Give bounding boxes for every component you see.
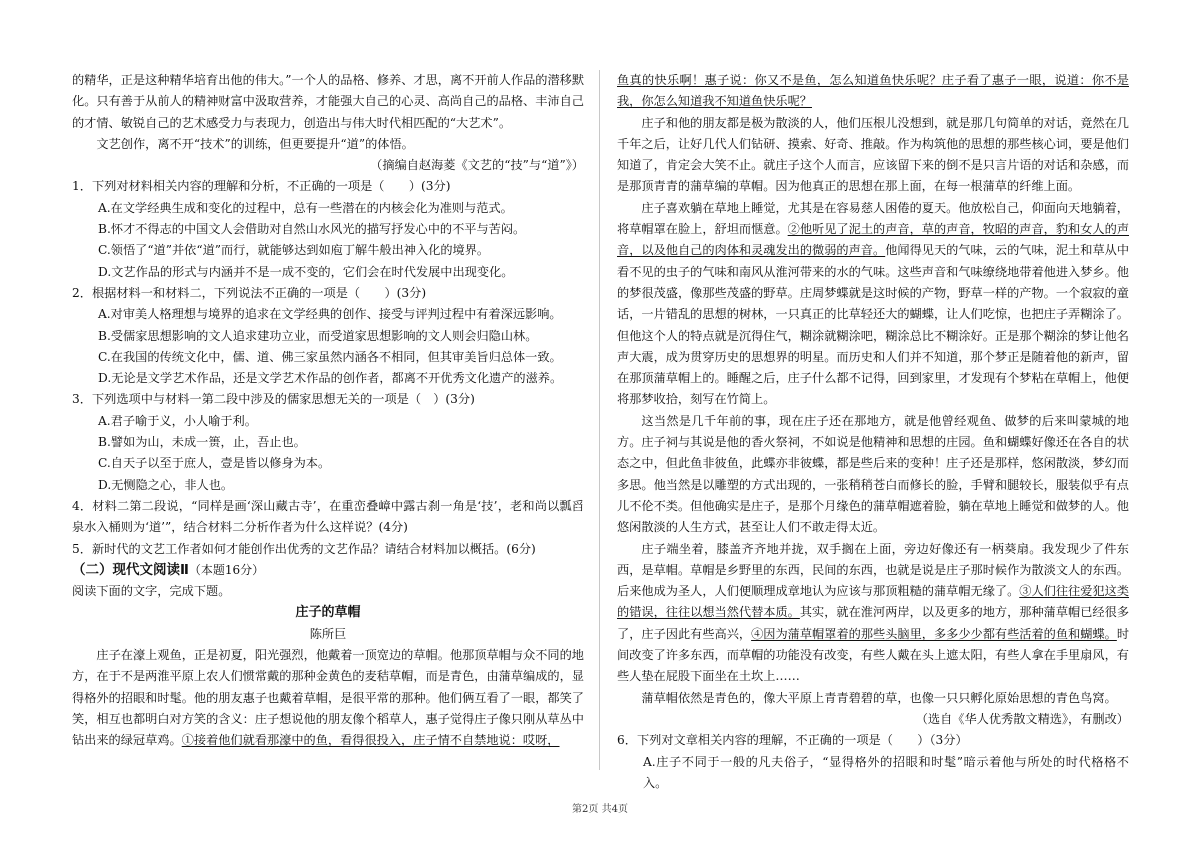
- right-column: [617, 70, 1129, 794]
- underlined-sentence: ①接着他们就看那濠中的鱼，看得很投入，庄子情不自禁地说：哎呀，: [181, 733, 560, 748]
- left-column: [72, 70, 584, 752]
- option: D.无恻隐之心，非人也。: [98, 477, 234, 492]
- paragraph: [617, 198, 1129, 411]
- article-author: 陈所巨: [309, 626, 347, 641]
- option: A.庄子不同于一般的凡夫俗子，“显得格外的招眼和时髦”暗示着他与所处的时代格格不入。: [643, 754, 1129, 790]
- paragraph: 文艺创作，离不开“技术”的训练，但更要提升“道”的体悟。: [96, 136, 414, 151]
- question-4: 4．材料二第二段说，“同样是画‘深山藏古寺’，在重峦叠嶂中露古刹一角是‘技’，老和尚以瓢舀泉水入桶则为‘道’”，结合材料二分析作者为什么这样说？(4分): [72, 498, 584, 535]
- section-title: （二）现代文阅读Ⅱ: [72, 561, 189, 578]
- option: C.自天子以至于庶人，壹是皆以修身为本。: [98, 456, 331, 471]
- source-citation: （选自《华人优秀散文精选》，有删改）: [915, 711, 1129, 726]
- paragraph: 蒲草帽依然是青色的，像大平原上青青碧碧的草，也像一只只孵化原始思想的青色鸟窝。: [641, 690, 1117, 705]
- question-3: 3．下列选项中与材料一第二段中涉及的儒家思想无关的一项是（ ）(3分): [72, 392, 475, 407]
- underlined-sentence: ③人们往往爱犯这类的错误，往往以想当然代替本质。: [617, 584, 1130, 620]
- paragraph: [617, 539, 1129, 688]
- option: C.在我国的传统文化中，儒、道、佛三家虽然内涵各不相同，但其审美旨归总体一致。: [98, 349, 562, 364]
- paragraph: 的精华，正是这种精华培育出他的伟大。”一个人的品格、修养、才思，离不开前人作品的潜移默化。只有善于从前人的精神财富中汲取营养，才能强大自己的心灵、高尚自己的品格、丰沛自己的才情、敏锐自己的艺术感受力与表现力，创造出与伟大时代相匹配的“大艺术”。: [72, 73, 585, 130]
- article-title: 庄子的草帽: [295, 605, 361, 621]
- underlined-sentence: 鱼真的快乐啊！惠子说：你又不是鱼，怎么知道鱼快乐呢？庄子看了惠子一眼，说道：你不是我，你怎么知道我不知道鱼快乐呢？: [617, 73, 1129, 109]
- text: 其实，就在淮河两岸，以及更多的地方，那种蒲草帽已经很多了，庄子因此有些高兴，: [617, 605, 1130, 641]
- text: 庄子端坐着，膝盖齐齐地并拢，双手搁在上面，旁边好像还有一柄葵扇。我发现少了件东西，是草帽。草帽是乡野里的东西，民间的东西，也就是说是庄子那时候作为散淡文人的东西。后来他成为圣人，人们便顺理成章地认为应该与那顶粗糙的蒲草帽无缘了。: [617, 541, 1129, 599]
- paragraph: [72, 645, 584, 751]
- underlined-sentence: ②他听见了泥土的声音，草的声音，牧昭的声音，豹和女人的声音，以及他自己的肉体和灵魂发出的微弱的声音。: [617, 222, 1130, 258]
- question-1: 1．下列对材料相关内容的理解和分析，不正确的一项是（ ）(3分): [72, 179, 451, 194]
- option: A.对审美人格理想与境界的追求在文学经典的创作、接受与评判过程中有着深远影响。: [98, 307, 562, 322]
- source-citation: （摘编自赵海菱《文艺的“技”与“道”》）: [370, 158, 584, 173]
- paragraph: 庄子和他的朋友都是极为散淡的人，他们压根儿没想到，就是那几句简单的对话，竟然在几千年之后，让好几代人们钻研、摸索、好奇、推敲。作为构筑他的思想的那些核心词，要是他们知道了，肯定会大笑不止。就庄子这个人而言，应该留下来的倒不是只言片语的对话和杂感，而是那顶青青的蒲草编的草帽。因为他真正的思想在那上面，在每一根蒲草的纤维上面。: [617, 115, 1129, 194]
- option: D.无论是文学艺术作品，还是文学艺术作品的创作者，都离不开优秀文化遗产的滋养。: [98, 371, 563, 386]
- text: 庄子在濠上观鱼，正是初夏，阳光强烈，他戴着一顶宽边的草帽。他那顶草帽与众不同的地方，在于不是两淮平原上农人们惯常戴的那种金黄色的麦秸草帽，而是青色，由蒲草编成的，显得格外的招眼和时髦。他的朋友惠子也戴着草帽，是很平常的那种。他们俩互看了一眼，都笑了笑，相互也都明白对方笑的含义：庄子想说他的朋友像个稻草人，惠子觉得庄子像只刚从草丛中钻出来的绿冠草鸡。: [72, 648, 584, 748]
- option: B.怀才不得志的中国文人会借助对自然山水风光的描写抒发心中的不平与苦闷。: [98, 222, 526, 237]
- option: A.在文学经典生成和变化的过程中，总有一些潜在的内核会化为准则与范式。: [98, 200, 513, 215]
- text: 他闻得见天的气味，云的气味，泥土和草从中看不见的虫子的气味和南风从淮河带来的水的气味。这些声音和气味缭绕地带着他进入梦乡。他的梦很茂盛，像那些茂盛的野草。庄周梦蝶就是这时候的产物，野草一样的产物。一个寂寂的童话，一片错乱的思想的树林，一只真正的比草轻还大的蝴蝶，让人们吃惊，也把庄子弄糊涂了。但他这个人的特点就是沉得住气，糊涂就糊涂吧，糊涂总比不糊涂好。正是那个糊涂的梦让他名声大震，成为贯穿历史的思想界的明星。而历史和人们并不知道，那个梦正是随着他的新声，留在那顶蒲草帽上的。睡醒之后，庄子什么都不记得，回到家里，才发现有个梦粘在草帽上，他便将那梦收拾，刻写在竹简上。: [617, 243, 1130, 407]
- paragraph: [617, 70, 1129, 113]
- column-divider: [599, 70, 600, 770]
- section-subtitle: （本题16分）: [188, 562, 265, 577]
- question-6: 6．下列对文章相关内容的理解，不正确的一项是（ ）（3分）: [617, 733, 968, 748]
- section-heading: [72, 560, 584, 581]
- option: B.受儒家思想影响的文人追求建功立业，而受道家思想影响的文人则会归隐山林。: [98, 328, 538, 343]
- page-footer: 第2页 共4页: [572, 804, 628, 815]
- underlined-sentence: ④因为蒲草帽罩着的那些头脑里，多多少少都有些活着的鱼和蝴蝶。: [751, 626, 1117, 641]
- paragraph: 这当然是几千年前的事，现在庄子还在那地方，就是他曾经观鱼、做梦的后来叫蒙城的地方。庄子祠与其说是他的香火祭祠，不如说是他精神和思想的庄园。鱼和蝴蝶好像还在各自的状态之中，但此鱼非彼鱼，此蝶亦非彼蝶，都是些后来的变种！庄子还是那样，悠闲散淡，梦幻而多思。他当然是以雕塑的方式出现的，一张稍稍苍白而修长的脸，手臂和腿较长，服装似乎有点儿不伦不类。但他确实是庄子，是那个月缘色的蒲草帽遮着脸，躺在草地上睡觉和做梦的人。他悠闲散淡的人生方式，甚至让人们不敢走得太近。: [617, 413, 1129, 535]
- option: C.领悟了“道”并依“道”而行，就能够达到如庖丁解牛般出神入化的境界。: [98, 243, 490, 258]
- instruction: 阅读下面的文字，完成下题。: [72, 584, 231, 599]
- question-2: 2．根据材料一和材料二，下列说法不正确的一项是（ ）(3分): [72, 285, 427, 300]
- option: B.譬如为山，未成一篑，止，吾止也。: [98, 435, 306, 450]
- text: 庄子喜欢躺在草地上睡觉，尤其是在容易慈人困倦的夏天。他放松自己，仰面向天地躺着，将草帽罩在脸上，舒坦而惬意。: [617, 200, 1129, 237]
- question-5: 5．新时代的文艺工作者如何才能创作出优秀的文艺作品？请结合材料加以概括。(6分): [72, 541, 536, 556]
- option: A.君子喻于义，小人喻于利。: [98, 413, 257, 428]
- option: D.文艺作品的形式与内涵并不是一成不变的，它们会在时代发展中出现变化。: [98, 264, 514, 279]
- text: 时间改变了许多东西，而草帽的功能没有改变，有些人戴在头上遮太阳，有些人拿在手里扇风，有些人垫在屁股下面坐在土坎上……: [617, 626, 1130, 684]
